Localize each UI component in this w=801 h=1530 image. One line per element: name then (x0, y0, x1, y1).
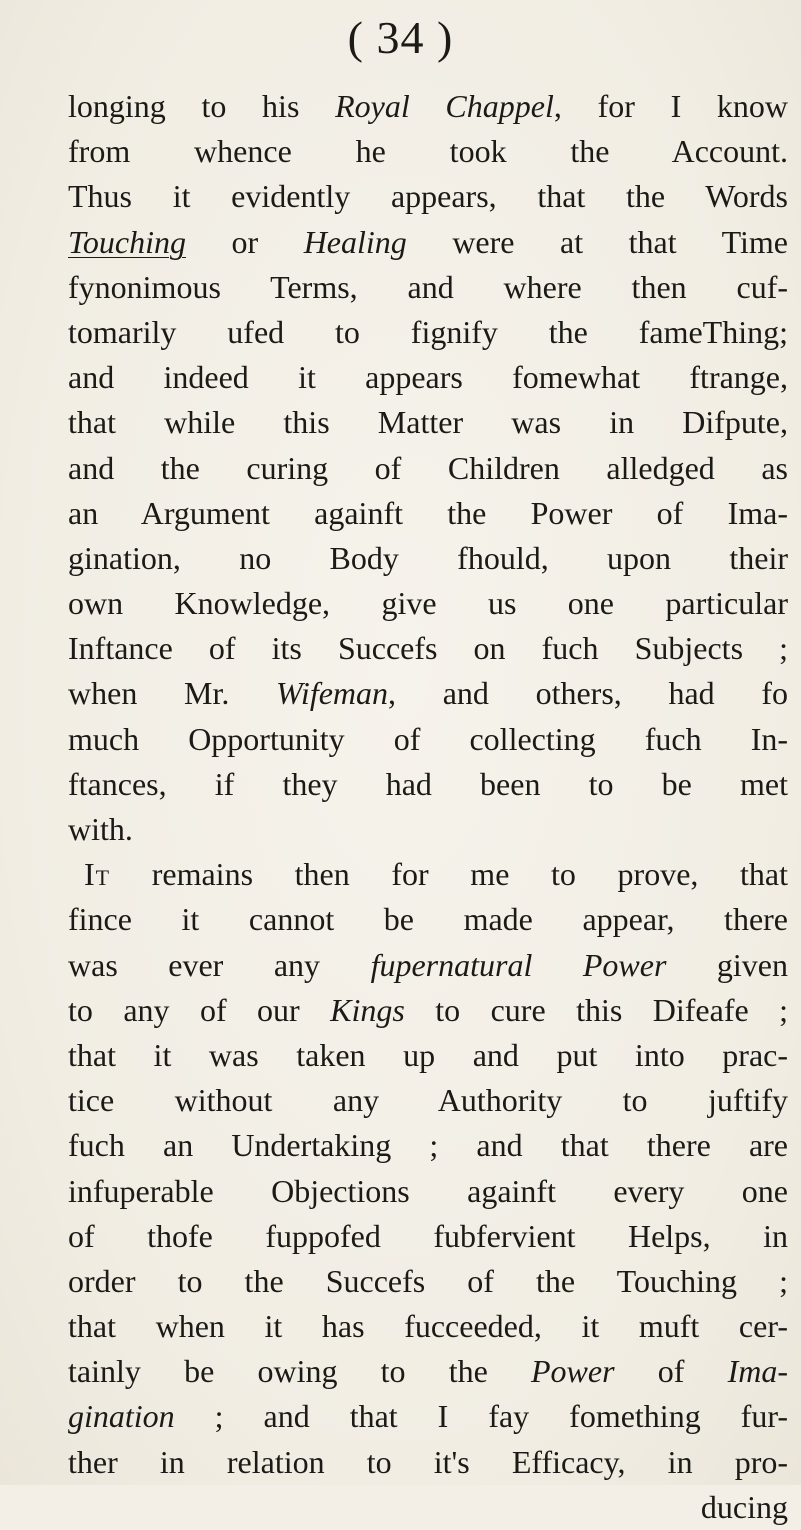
text-run: Ima- (727, 1353, 788, 1390)
text-run: Inftance of its Succefs on fuch Subjects ; (68, 630, 788, 667)
text-run: Power (531, 1353, 615, 1390)
text-line (68, 807, 788, 852)
text-run: was ever any (68, 946, 371, 983)
text-run: ftances, if they had been to be met (68, 765, 788, 802)
text-line (68, 852, 788, 897)
text-line (68, 762, 788, 807)
text-line (68, 1485, 788, 1530)
text-run: when Mr. (68, 675, 277, 712)
text-line (68, 1440, 788, 1485)
text-run: gination (68, 1398, 175, 1435)
text-run: Wifeman (276, 675, 389, 712)
text-run: of thofe fuppofed fubfervient Helps, in (68, 1217, 788, 1254)
text-run: ther in relation to it's Efficacy, in pro- (68, 1443, 788, 1480)
text-run: , and others, had fo (388, 675, 789, 712)
text-run: Kings (330, 991, 405, 1028)
text-line (68, 265, 788, 310)
text-line (68, 129, 788, 174)
text-line (68, 1033, 788, 1078)
text-line (68, 581, 788, 626)
text-run: ; and that I fay fomething fur- (174, 1398, 788, 1435)
text-line (68, 355, 788, 400)
text-run: fupernatural Power (370, 946, 667, 983)
text-line (68, 1349, 788, 1394)
text-line (68, 1169, 788, 1214)
text-line (68, 220, 788, 265)
text-line (68, 84, 788, 129)
text-run: ducing (700, 1488, 788, 1525)
text-run: tice without any Authority to juftify (68, 1082, 788, 1119)
text-line (68, 897, 788, 942)
text-line (68, 626, 788, 671)
text-line (68, 310, 788, 355)
text-run: that while this Matter was in Difpute, (68, 404, 788, 441)
text-run: Touching (68, 223, 186, 260)
body-text (68, 84, 788, 1530)
page-number: ( 34 ) (347, 12, 454, 63)
text-line (68, 1304, 788, 1349)
text-run: , for I know (553, 88, 789, 124)
text-run: longing to his (68, 88, 336, 124)
text-line (68, 1394, 788, 1439)
text-run: or (185, 223, 304, 260)
text-line (68, 988, 788, 1033)
text-run: that it was taken up and put into prac- (68, 1036, 788, 1073)
text-run: to cure this Difeafe ; (404, 991, 789, 1028)
text-run: of (614, 1353, 728, 1390)
text-run: were at that Time (406, 223, 789, 260)
text-run: given (666, 946, 789, 983)
text-run: to any of our (68, 991, 331, 1028)
text-line (68, 1259, 788, 1304)
text-run: that when it has fucceeded, it muft cer- (68, 1308, 788, 1345)
text-run: fuch an Undertaking ; and that there are (68, 1127, 788, 1164)
text-line (68, 174, 788, 219)
text-run: Royal Chappel (335, 88, 554, 124)
text-line (68, 1078, 788, 1123)
text-line (68, 1123, 788, 1168)
text-run: remains then for me to prove, that (110, 856, 788, 893)
text-line (68, 717, 788, 762)
text-run: tomarily ufed to fignify the fameThing; (68, 313, 788, 350)
text-run: gination, no Body fhould, upon their (68, 539, 788, 576)
text-line (68, 491, 788, 536)
text-run: It (84, 856, 111, 893)
text-run: Thus it evidently appears, that the Words (68, 178, 788, 215)
text-run: and indeed it appears fomewhat ftrange, (68, 359, 788, 396)
text-run: Healing (303, 223, 407, 260)
text-run: fynonimous Terms, and where then cuf- (68, 268, 788, 305)
text-line (68, 943, 788, 988)
text-run: an Argument againft the Power of Ima- (68, 494, 788, 531)
text-run: own Knowledge, give us one particular (68, 585, 788, 622)
text-run: from whence he took the Account. (68, 133, 788, 170)
text-run: infuperable Objections againft every one (68, 1172, 788, 1209)
text-run: fince it cannot be made appear, there (68, 901, 788, 938)
text-run: with. (68, 811, 133, 847)
text-line (68, 1214, 788, 1259)
text-run: much Opportunity of collecting fuch In- (68, 720, 788, 757)
text-line (68, 446, 788, 491)
text-run: and the curing of Children alledged as (68, 449, 788, 486)
text-line (68, 671, 788, 716)
text-run: tainly be owing to the (68, 1353, 531, 1390)
text-run: order to the Succefs of the Touching ; (68, 1262, 788, 1299)
text-line (68, 536, 788, 581)
text-line (68, 400, 788, 445)
